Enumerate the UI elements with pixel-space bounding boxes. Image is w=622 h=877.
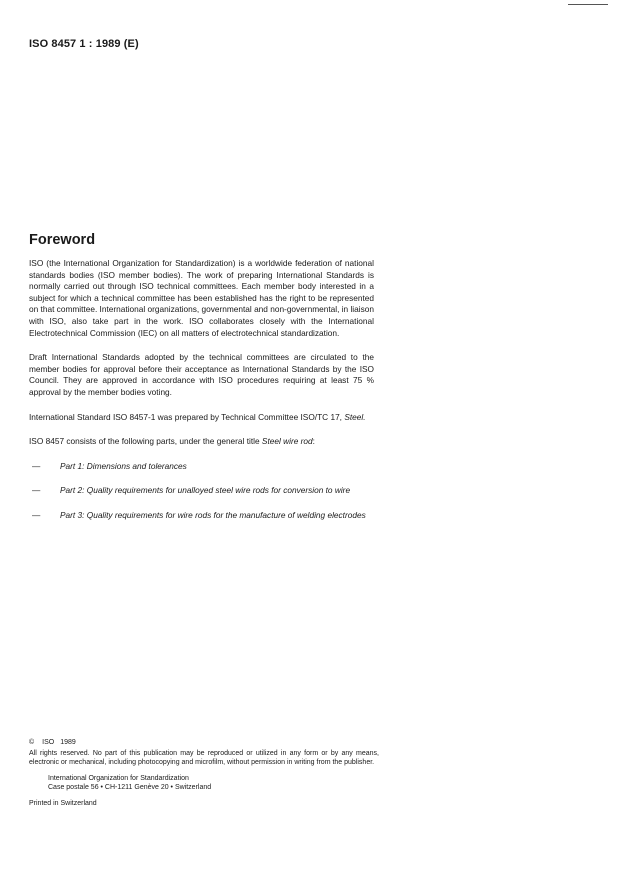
paragraph-4-end: : [312, 436, 315, 447]
copyright-icon: © [29, 739, 35, 746]
paragraph-4-text: ISO 8457 consists of the following parts, under the general title [29, 436, 260, 447]
document-reference: ISO 8457 1 : 1989 (E) [29, 38, 139, 50]
foreword-paragraph-2: Draft International Standards adopted by the technical committees are circulated to the member bodies for approval before their acceptance as International Standards by the ISO Council. They are approved in accordance with ISO procedures requiring at least 75 % approval by the member bodies voting. [29, 352, 374, 397]
foreword-paragraph-3 [29, 412, 374, 424]
part-label: Part 2: Quality requirements for unalloyed steel wire rods for conversion to wire [60, 485, 351, 496]
parts-list [29, 461, 374, 522]
list-item [29, 485, 374, 497]
foreword-heading: Foreword [29, 232, 96, 248]
list-item [29, 510, 374, 522]
organization-name: International Organization for Standardization [48, 774, 189, 782]
dash-icon: — [32, 460, 41, 471]
rights-notice: All rights reserved. No part of this publication may be reproduced or utilized in any form or by any means, electronic or mechanical, including photocopying and microfilm, without permission in writing from the publisher. [29, 749, 379, 767]
copyright-year: 1989 [60, 739, 76, 746]
foreword-paragraph-1: ISO (the International Organization for Standardization) is a worldwide federation of national standards bodies (ISO member bodies). The work of preparing International Standards is normally carried out through ISO technical committees. Each member body interested in a subject for which a technical committee has been established has the right to be represented on that committee. International organizations, governmental and non-governmental, in liaison with ISO, also take part in the work. ISO collaborates closely with the International Electrotechnical Commission (IEC) on all matters of electrotechnical standardization. [29, 258, 374, 338]
copyright-footer [29, 738, 379, 809]
paragraph-3-text: International Standard ISO 8457-1 was prepared by Technical Committee ISO/TC 17, [29, 411, 342, 422]
dash-icon: — [32, 509, 41, 520]
printed-notice: Printed in Switzerland [29, 799, 97, 807]
part-label: Part 1: Dimensions and tolerances [60, 460, 187, 471]
copyright-org: ISO [42, 739, 55, 746]
foreword-section [29, 232, 374, 535]
copyright-line [29, 738, 379, 748]
paragraph-3-italic: Steel. [344, 411, 366, 422]
corner-mark [568, 4, 608, 5]
list-item [29, 461, 374, 473]
part-label: Part 3: Quality requirements for wire rods for the manufacture of welding electrodes [60, 509, 366, 520]
dash-icon: — [32, 485, 41, 496]
foreword-paragraph-4 [29, 436, 374, 448]
organization-address: Case postale 56 • CH-1211 Genève 20 • Switzerland [48, 784, 212, 792]
paragraph-4-italic: Steel wire rod [261, 436, 313, 447]
